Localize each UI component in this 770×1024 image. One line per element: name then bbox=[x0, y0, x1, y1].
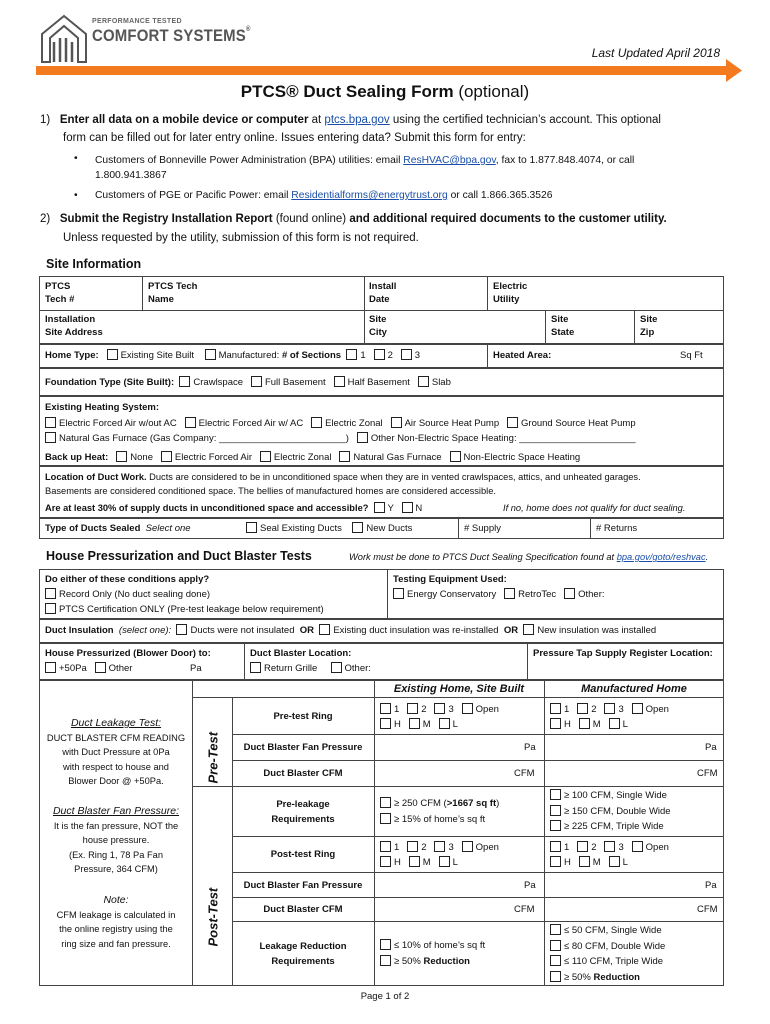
record-only-option: Record Only (No duct sealing done) bbox=[45, 588, 210, 601]
electric-utility-label: Electric Utility bbox=[493, 281, 528, 305]
leak-reduction-label: Leakage Reduction Requirements bbox=[259, 941, 347, 967]
ring-checkbox[interactable] bbox=[577, 841, 588, 852]
bullet-icon: • bbox=[74, 190, 78, 201]
reduction-triple-checkbox[interactable] bbox=[550, 955, 561, 966]
other-non-electric-checkbox[interactable] bbox=[357, 432, 368, 443]
returns-label: # Returns bbox=[596, 523, 638, 534]
ring-checkbox[interactable] bbox=[604, 703, 615, 714]
page-title: PTCS® Duct Sealing Form (optional) bbox=[240, 82, 530, 101]
last-updated: Last Updated April 2018 bbox=[591, 46, 720, 60]
pa-unit: Pa bbox=[705, 742, 717, 753]
hml-checkbox[interactable] bbox=[380, 856, 391, 867]
backup-option-checkbox[interactable] bbox=[161, 451, 172, 462]
house-press-options: +50Pa Other bbox=[45, 662, 132, 675]
new-insulation-checkbox[interactable] bbox=[523, 624, 534, 635]
hml-checkbox[interactable] bbox=[579, 856, 590, 867]
insulation-group: Duct Insulation (select one): Ducts were not insulated OR Existing duct insulation was re-installed OR New insulation was installed bbox=[45, 625, 657, 636]
bpa-email-link[interactable]: ResHVAC@bpa.gov bbox=[403, 155, 496, 166]
heating-row2: Natural Gas Furnace (Gas Company: ________________________) Other Non-Electric Space Heating: ______________________ bbox=[45, 432, 635, 445]
install-date-label: Install Date bbox=[369, 281, 397, 305]
gas-furnace-checkbox[interactable] bbox=[45, 432, 56, 443]
posttest-ring-label: Post-test Ring bbox=[270, 849, 336, 860]
location-text2: Basements are considered conditioned space. The bellies of manufactured homes are considered accessible. bbox=[45, 486, 496, 496]
reduction-50-checkbox[interactable] bbox=[550, 971, 561, 982]
no-checkbox[interactable] bbox=[402, 502, 413, 513]
other-pressure-checkbox[interactable] bbox=[95, 662, 106, 673]
equipment-label: Testing Equipment Used: bbox=[393, 574, 507, 585]
ptcs-cert-checkbox[interactable] bbox=[45, 603, 56, 614]
hml-checkbox[interactable] bbox=[409, 856, 420, 867]
equipment-options: Energy Conservatory RetroTec Other: bbox=[393, 588, 605, 601]
pa-unit: Pa bbox=[190, 663, 202, 674]
ring-checkbox[interactable] bbox=[577, 703, 588, 714]
hml-checkbox[interactable] bbox=[439, 856, 450, 867]
blaster-location-label: Duct Blaster Location: bbox=[250, 648, 352, 659]
hml-checkbox[interactable] bbox=[409, 718, 420, 729]
sections-2-checkbox[interactable] bbox=[374, 349, 385, 360]
other-equipment-checkbox[interactable] bbox=[564, 588, 575, 599]
posttest-ring-manufactured: 1 2 3 Open H M L bbox=[550, 840, 669, 870]
ptcs-tech-num-label: PTCS Tech # bbox=[45, 281, 75, 305]
preleak-label: Pre-leakage Requirements bbox=[271, 799, 335, 825]
preleak-double-checkbox[interactable] bbox=[550, 805, 561, 816]
hml-checkbox[interactable] bbox=[579, 718, 590, 729]
preleak-existing: ≥ 250 CFM (>1667 sq ft) ≥ 15% of home’s sq ft bbox=[380, 796, 499, 827]
heating-option-checkbox[interactable] bbox=[507, 417, 518, 428]
ring-checkbox[interactable] bbox=[550, 841, 561, 852]
backup-option-checkbox[interactable] bbox=[450, 451, 461, 462]
hml-checkbox[interactable] bbox=[550, 856, 561, 867]
pa-unit: Pa bbox=[524, 880, 536, 891]
manufactured-checkbox[interactable] bbox=[205, 349, 216, 360]
location-text: Location of Duct Work. Ducts are considered to be in unconditioned space when they are in vented crawlspaces, attics, and unheated garages. bbox=[45, 472, 641, 482]
heating-option-checkbox[interactable] bbox=[311, 417, 322, 428]
not-insulated-checkbox[interactable] bbox=[176, 624, 187, 635]
backup-option-checkbox[interactable] bbox=[260, 451, 271, 462]
pa50-checkbox[interactable] bbox=[45, 662, 56, 673]
fan-pressure-label: Duct Blaster Fan Pressure bbox=[243, 742, 363, 753]
heated-area-label: Heated Area: bbox=[493, 350, 552, 361]
reduction-existing: ≤ 10% of home’s sq ft ≥ 50% Reduction bbox=[380, 938, 485, 969]
preleak-cfm-checkbox[interactable] bbox=[380, 797, 391, 808]
existing-home-header: Existing Home, Site Built bbox=[393, 683, 525, 695]
reduction-pct-checkbox[interactable] bbox=[380, 939, 391, 950]
blaster-cfm-label: Duct Blaster CFM bbox=[263, 768, 343, 779]
ring-checkbox[interactable] bbox=[632, 841, 643, 852]
ptcs-cert-option: PTCS Certification ONLY (Pre-test leakage below requirement) bbox=[45, 603, 324, 616]
heating-option-checkbox[interactable] bbox=[185, 417, 196, 428]
ring-checkbox[interactable] bbox=[407, 703, 418, 714]
intro-step1-line2: form can be filled out for later entry online. Issues entering data? Submit this form for entry: bbox=[63, 132, 526, 144]
backup-option-checkbox[interactable] bbox=[339, 451, 350, 462]
logo-main-text: COMFORT SYSTEMS® bbox=[92, 26, 251, 45]
energy-conservatory-checkbox[interactable] bbox=[393, 588, 404, 599]
intro-step2-line2: Unless requested by the utility, submission of this form is not required. bbox=[63, 232, 419, 244]
posttest-ring-existing: 1 2 3 Open H M L bbox=[380, 840, 499, 870]
heating-row1: Electric Forced Air w/out AC Electric Forced Air w/ AC Electric Zonal Air Source Heat Pump Ground Source Heat Pump bbox=[45, 417, 636, 430]
house-press-label: House Pressurized (Blower Door) to: bbox=[45, 648, 211, 659]
crawlspace-checkbox[interactable] bbox=[179, 376, 190, 387]
post-test-label: Post-Test bbox=[205, 887, 221, 947]
bullet-pge: Customers of PGE or Pacific Power: email Residentialforms@energytrust.org or call 1.866.365.3526 bbox=[95, 190, 553, 201]
intro-step2: 2) Submit the Registry Installation Report (found online) and additional required documents to the customer utility. bbox=[40, 213, 667, 225]
supply-label: # Supply bbox=[464, 523, 501, 534]
cfm-unit: CFM bbox=[514, 768, 535, 779]
blaster-location-options: Return Grille Other: bbox=[250, 662, 371, 675]
cfm-unit: CFM bbox=[514, 904, 535, 915]
reinstalled-checkbox[interactable] bbox=[319, 624, 330, 635]
heating-option-checkbox[interactable] bbox=[45, 417, 56, 428]
conditions-label: Do either of these conditions apply? bbox=[45, 574, 210, 585]
duct-type-group: Type of Ducts Sealed Select one bbox=[45, 523, 191, 534]
logo-top-text: PERFORMANCE TESTED bbox=[92, 18, 182, 25]
cfm-unit: CFM bbox=[697, 768, 718, 779]
bullet-icon: • bbox=[74, 153, 78, 164]
pretest-ring-label: Pre-test Ring bbox=[273, 711, 333, 722]
record-only-checkbox[interactable] bbox=[45, 588, 56, 599]
reduction-single-checkbox[interactable] bbox=[550, 924, 561, 935]
ring-checkbox[interactable] bbox=[380, 841, 391, 852]
no-qualify-note: If no, home does not qualify for duct sealing. bbox=[503, 503, 686, 513]
logo-house-icon bbox=[38, 12, 90, 64]
ring-checkbox[interactable] bbox=[462, 703, 473, 714]
ring-checkbox[interactable] bbox=[604, 841, 615, 852]
reduction-50-checkbox[interactable] bbox=[380, 955, 391, 966]
sections-3-checkbox[interactable] bbox=[401, 349, 412, 360]
pretest-ring-manufactured: 1 2 3 Open H M L bbox=[550, 702, 669, 732]
intro-step1: 1) Enter all data on a mobile device or computer at ptcs.bpa.gov using the certified technician’s account. This optional bbox=[40, 114, 661, 126]
reshvac-link[interactable]: bpa.gov/goto/reshvac bbox=[616, 552, 706, 562]
bullet-bpa: Customers of Bonneville Power Administration (BPA) utilities: email ResHVAC@bpa.gov, fax to 1.877.848.4074, or call 1.800.941.3867 bbox=[95, 155, 635, 181]
half-basement-checkbox[interactable] bbox=[334, 376, 345, 387]
header-arrow-icon bbox=[726, 59, 742, 82]
existing-site-built-checkbox[interactable] bbox=[107, 349, 118, 360]
hml-checkbox[interactable] bbox=[609, 718, 620, 729]
leakage-explanation: Duct Leakage Test: DUCT BLASTER CFM READING with Duct Pressure at 0Pa with respect to house and Blower Door @ +50Pa. bbox=[46, 717, 186, 786]
post-blaster-cfm-label: Duct Blaster CFM bbox=[263, 904, 343, 915]
ptcs-link[interactable]: ptcs.bpa.gov bbox=[324, 114, 390, 126]
pressure-tap-label: Pressure Tap Supply Register Location: bbox=[533, 648, 713, 659]
page-number: Page 1 of 2 bbox=[360, 991, 410, 1002]
reduction-double-checkbox[interactable] bbox=[550, 940, 561, 951]
post-fan-pressure-label: Duct Blaster Fan Pressure bbox=[243, 880, 363, 891]
reduction-manufactured: ≤ 50 CFM, Single Wide ≤ 80 CFM, Double Wide ≤ 110 CFM, Triple Wide ≥ 50% Reduction bbox=[550, 923, 665, 985]
ring-checkbox[interactable] bbox=[434, 703, 445, 714]
new-ducts-checkbox[interactable] bbox=[352, 522, 363, 533]
duct-type-options: Seal Existing Ducts New Ducts bbox=[246, 522, 412, 535]
yes-checkbox[interactable] bbox=[374, 502, 385, 513]
site-info-heading: Site Information bbox=[46, 257, 142, 271]
preleak-manufactured: ≥ 100 CFM, Single Wide ≥ 150 CFM, Double Wide ≥ 225 CFM, Triple Wide bbox=[550, 788, 671, 835]
heating-option-checkbox[interactable] bbox=[391, 417, 402, 428]
site-state-label: Site State bbox=[551, 314, 575, 338]
pre-test-label: Pre-Test bbox=[205, 731, 221, 784]
fan-pressure-explanation: Duct Blaster Fan Pressure: It is the fan pressure, NOT the house pressure. (Ex. Ring 1, 78 Pa Fan Pressure, 364 CFM) bbox=[52, 805, 180, 874]
ptcs-tech-name-label: PTCS Tech Name bbox=[148, 281, 198, 305]
pretest-ring-existing: 1 2 3 Open H M L bbox=[380, 702, 499, 732]
site-zip-label: Site Zip bbox=[640, 314, 658, 338]
ring-checkbox[interactable] bbox=[380, 703, 391, 714]
ring-checkbox[interactable] bbox=[550, 703, 561, 714]
backup-option-checkbox[interactable] bbox=[116, 451, 127, 462]
full-basement-checkbox[interactable] bbox=[251, 376, 262, 387]
hml-checkbox[interactable] bbox=[550, 718, 561, 729]
home-type-group: Home Type: Existing Site Built Manufactured: # of Sections 1 2 3 bbox=[45, 350, 421, 361]
foundation-group: Foundation Type (Site Built): Crawlspace Full Basement Half Basement Slab bbox=[45, 377, 451, 388]
hml-checkbox[interactable] bbox=[439, 718, 450, 729]
seal-existing-checkbox[interactable] bbox=[246, 522, 257, 533]
hml-checkbox[interactable] bbox=[380, 718, 391, 729]
ring-checkbox[interactable] bbox=[407, 841, 418, 852]
energytrust-email-link[interactable]: Residentialforms@energytrust.org bbox=[291, 190, 448, 201]
site-address-label: Installation Site Address bbox=[45, 314, 103, 338]
note-explanation: Note: CFM leakage is calculated in the online registry using the ring size and fan pressure. bbox=[56, 894, 176, 949]
ring-checkbox[interactable] bbox=[462, 841, 473, 852]
sq-ft-label: Sq Ft bbox=[680, 350, 703, 361]
slab-checkbox[interactable] bbox=[418, 376, 429, 387]
preleak-pct-checkbox[interactable] bbox=[380, 813, 391, 824]
cfm-unit: CFM bbox=[697, 904, 718, 915]
pa-unit: Pa bbox=[705, 880, 717, 891]
manufactured-home-header: Manufactured Home bbox=[581, 683, 687, 695]
retrotec-checkbox[interactable] bbox=[504, 588, 515, 599]
preleak-triple-checkbox[interactable] bbox=[550, 820, 561, 831]
accessible-question: Are at least 30% of supply ducts in unconditioned space and accessible? Y N bbox=[45, 503, 423, 513]
pa-unit: Pa bbox=[524, 742, 536, 753]
ring-checkbox[interactable] bbox=[434, 841, 445, 852]
other-location-checkbox[interactable] bbox=[331, 662, 342, 673]
ring-checkbox[interactable] bbox=[632, 703, 643, 714]
sections-1-checkbox[interactable] bbox=[346, 349, 357, 360]
preleak-single-checkbox[interactable] bbox=[550, 789, 561, 800]
hml-checkbox[interactable] bbox=[609, 856, 620, 867]
header-bar bbox=[36, 66, 728, 75]
tests-heading: House Pressurization and Duct Blaster Tests bbox=[46, 549, 312, 563]
site-city-label: Site City bbox=[369, 314, 387, 338]
heating-label: Existing Heating System: bbox=[45, 402, 160, 413]
backup-row: Back up Heat: None Electric Forced Air Electric Zonal Natural Gas Furnace Non-Electric Space Heating bbox=[45, 452, 581, 463]
return-grille-checkbox[interactable] bbox=[250, 662, 261, 673]
tests-note: Work must be done to PTCS Duct Sealing Specification found at bpa.gov/goto/reshvac. bbox=[349, 552, 709, 562]
